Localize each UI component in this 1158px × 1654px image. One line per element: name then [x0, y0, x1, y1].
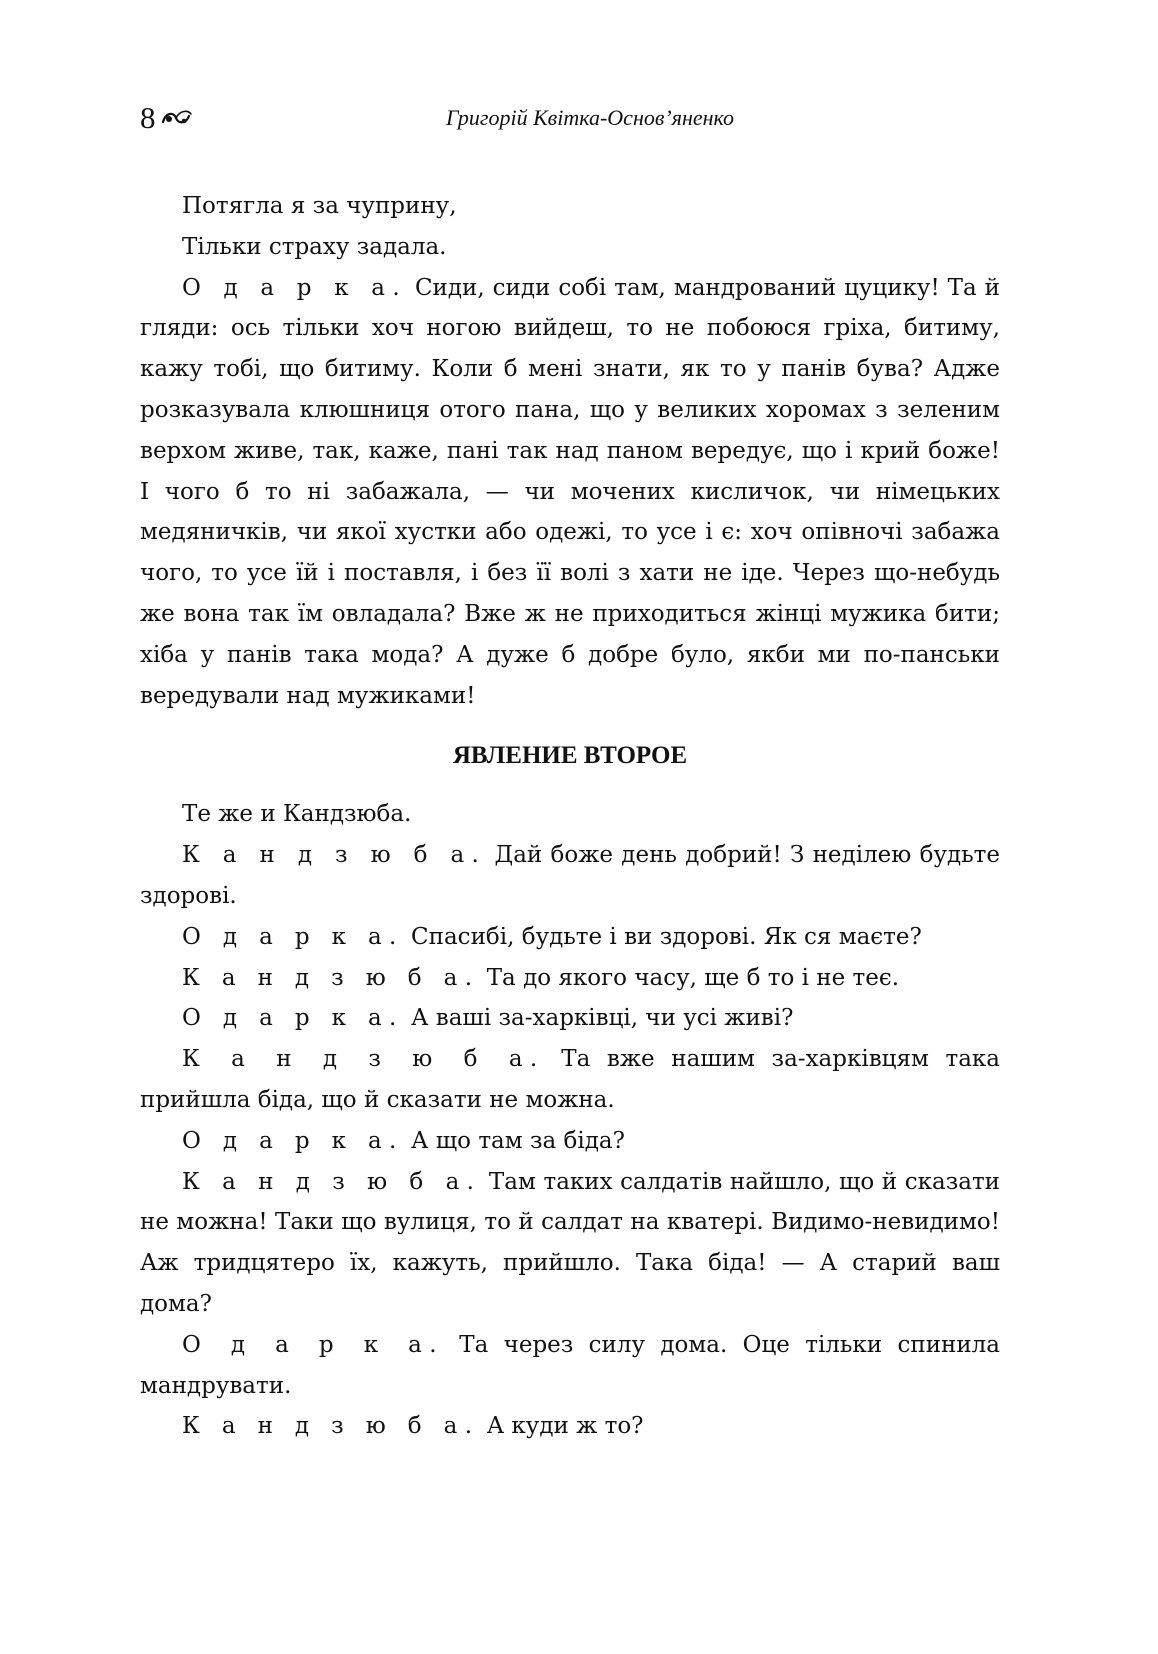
- dialogue-line: [140, 998, 1000, 1039]
- speech-text: Спасибі, будьте і ви здорові. Як ся маєте?: [403, 923, 922, 950]
- dialogue-line: [140, 268, 1000, 717]
- speech-text: А що там за біда?: [403, 1127, 625, 1154]
- fleuron-icon: [160, 108, 194, 128]
- scene-heading: ЯВЛЕНИЕ ВТОРОЕ: [452, 742, 688, 770]
- speaker-name: О д а р к а.: [182, 274, 407, 301]
- dialogue-line: [140, 1406, 1000, 1447]
- verse-line: Потягла я за чуприну,: [182, 193, 457, 219]
- speech-text: Там таких салдатів найшло, що й сказати не можна! Таки що вулиця, то й салдат на кватері. Видимо-невидимо! Аж тридцятеро їх, кажуть, прийшло. Така біда! — А старий ваш дома?: [140, 1168, 1000, 1317]
- speech-text: Та через силу дома. Оце тільки спинила мандрувати.: [140, 1331, 1001, 1399]
- speaker-name: К а н д з ю б а.: [182, 842, 487, 869]
- dialogue-line: [140, 1325, 1000, 1407]
- stage-direction: Те же и Кандзюба.: [182, 801, 412, 828]
- dialogue-line: [140, 958, 1000, 999]
- speaker-name: К а н д з ю б а.: [182, 964, 480, 991]
- speech-text: Сиди, сиди собі там, мандрований цуцику! Та й гляди: ось тільки хоч ногою вийдеш, то не побоюся гріха, битиму, кажу тобі, що битиму. Коли б мені знати, як то у панів бува? Адже розказувала клюшниця отого пана, що у великих хоромах з зеленим верхом живе, так, каже, пані так над паном вередує, що і крий боже! І чого б то ні забажала, — чи мочених кисличок, чи німецьких медяничків, чи якої хустки або одежі, то усе і є: хоч опівночі забажа чого, то усе їй і поставля, і без її волі з хати не іде. Через що-небудь же вона так їм овладала? Вже ж не приходиться жінці мужика бити; хіба у панів така мода? А дуже б добре було, якби ми по-панськи вередували над мужиками!: [140, 274, 1001, 709]
- page-body: [140, 186, 1000, 1447]
- speaker-name: О д а р к а.: [182, 923, 404, 950]
- running-title: Григорій Квітка-Основ’яненко: [445, 105, 735, 130]
- speaker-name: О д а р к а.: [182, 1005, 404, 1032]
- dialogue-line: [140, 1162, 1000, 1325]
- dialogue-line: [140, 917, 1000, 958]
- speaker-name: К а н д з ю б а.: [182, 1168, 482, 1195]
- speaker-name: О д а р к а.: [182, 1331, 444, 1358]
- speaker-name: К а н д з ю б а.: [182, 1046, 545, 1073]
- speaker-name: О д а р к а.: [182, 1127, 404, 1154]
- speaker-name: К а н д з ю б а.: [182, 1413, 480, 1440]
- dialogue-line: [140, 1121, 1000, 1162]
- verse-line: Тільки страху задала.: [182, 233, 447, 260]
- dialogue-line: [140, 1039, 1000, 1121]
- speech-text: Дай боже день добрий! З неділею будьте здорові.: [140, 842, 1000, 909]
- speech-text: А куди ж то?: [479, 1413, 644, 1440]
- speech-text: Та до якого часу, ще б то і не теє.: [479, 964, 900, 991]
- dialogue-line: [140, 835, 1000, 917]
- speech-text: А ваші за-харківці, чи усі живі?: [403, 1005, 794, 1032]
- speech-text: Та вже нашим за-харківцям така прийшла біда, що й сказати не можна.: [140, 1046, 1000, 1113]
- page-number: 8: [140, 100, 156, 135]
- running-header: [0, 98, 1158, 138]
